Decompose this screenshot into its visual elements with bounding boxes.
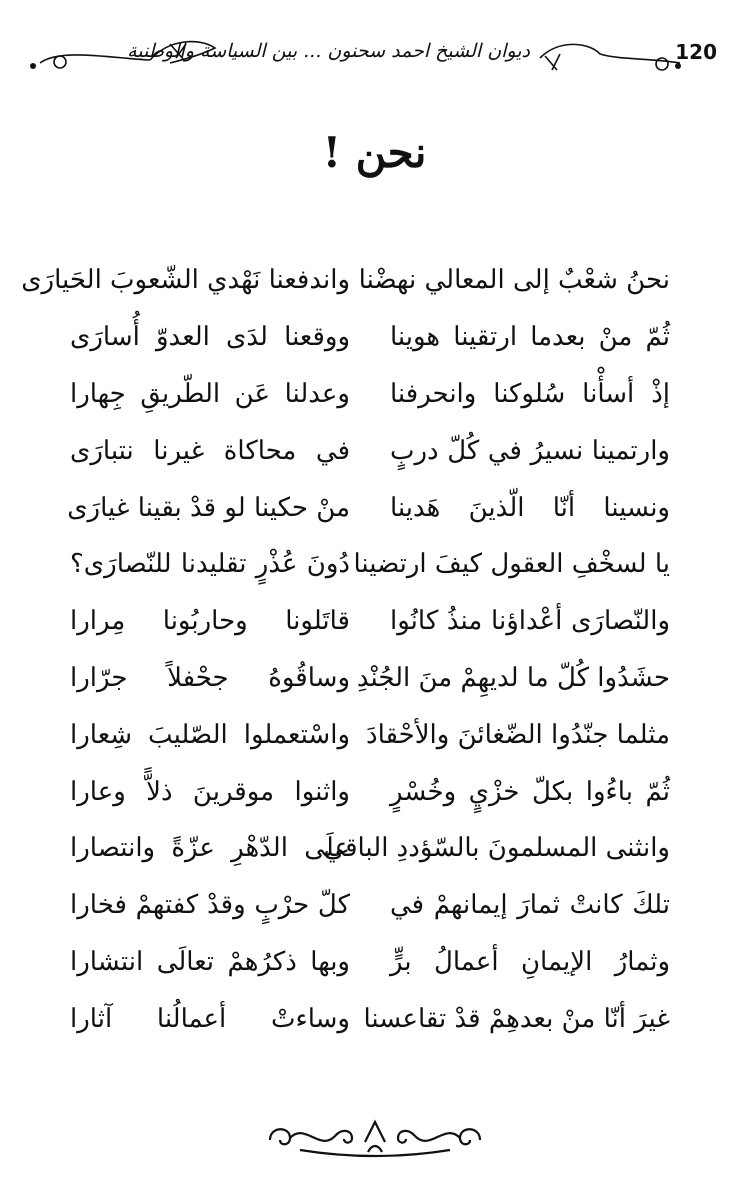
verse [70,934,670,991]
footer-ornament-icon [260,1112,490,1162]
verse-second-hemistich: وعدلنا عَن الطّريقِ جِهارا [70,378,350,409]
verse-second-hemistich: وساءتْ أعمالُنا آثارا [70,1003,350,1034]
verse-second-hemistich: وبها ذكرُهمْ تعالَى انتشارا [70,946,350,977]
verse [70,990,670,1047]
verse-first-hemistich: وارتمينا نسيرُ في كُلّ دربٍ [390,435,670,466]
verse [70,706,670,763]
verse-second-hemistich: واثنوا موقرينَ ذلاًّ وعارا [70,776,350,807]
verse-second-hemistich: واسْتعملوا الصّليبَ شِعارا [70,719,350,750]
verse [70,366,670,423]
verse [70,309,670,366]
page-number: 120 [675,40,717,64]
poem-title: نحن ! [322,128,427,177]
verse-first-hemistich: وانثنى المسلمونَ بالسّؤددِ الباقي [323,833,670,864]
page-header [0,18,749,78]
verse [70,422,670,479]
verse [70,820,670,877]
verse [70,536,670,593]
verse-second-hemistich: دُونَ عُذْرٍ تقليدنا للنّصارَى؟ [70,549,350,580]
verse-second-hemistich: وساقُوهُ جحْفلاً جرّارا [70,662,350,693]
verse-first-hemistich: يا لسخْفِ العقول كيفَ ارتضينا [353,549,670,580]
verse-second-hemistich: كلّ حرْبٍ وقدْ كفتهمْ فخارا [70,890,350,921]
verse-second-hemistich: واندفعنا نَهْدي الشّعوبَ الحَيارَى [21,265,350,296]
poem-body [21,252,670,1047]
verse-second-hemistich: ووقعنا لدَى العدوّ أُسارَى [70,322,350,353]
verse [67,479,670,536]
verse-first-hemistich: إذْ أسأْنا سُلوكنا وانحرفنا [390,378,670,409]
verse [70,593,670,650]
verse-first-hemistich: حشَدُوا كُلّ ما لديهِمْ منَ الجُنْدِ [356,662,670,693]
verse-first-hemistich: وثمارُ الإيمانِ أعمالُ برٍّ [390,946,670,977]
verse-first-hemistich: غيرَ أنّا منْ بعدهِمْ قدْ تقاعسنا [363,1003,670,1034]
verse-first-hemistich: ونسينا أنّا الّذينَ هَدينا [390,492,670,523]
verse-first-hemistich: ثُمّ باءُوا بكلّ خزْيٍ وخُسْرٍ [390,776,670,807]
verse-first-hemistich: والنّصارَى أعْداؤنا منذُ كانُوا [390,606,670,637]
verse [70,877,670,934]
verse [21,252,670,309]
verse-first-hemistich: ثُمّ منْ بعدما ارتقينا هوينا [390,322,670,353]
running-title: ديوان الشيخ احمد سحنون ... بين السياسة والوطنية [127,40,530,62]
verse-second-hemistich: منْ حكينا لو قدْ بقينا غيارَى [67,492,350,523]
verse-second-hemistich: علَى الدّهْرِ عزّةً وانتصارا [70,833,350,864]
verse-first-hemistich: نحنُ شعْبٌ إلى المعالي نهضْنا [358,265,670,296]
verse [70,763,670,820]
verse-second-hemistich: قاتَلونا وحاربُونا مِرارا [70,606,350,637]
verse-first-hemistich: مثلما جنّدُوا الضّغائنَ والأحْقادَ [366,719,670,750]
verse-second-hemistich: في محاكاة غيرنا نتبارَى [70,435,350,466]
verse [70,650,670,707]
verse-first-hemistich: تلكَ كانتْ ثمارَ إيمانهمْ في [390,890,670,921]
